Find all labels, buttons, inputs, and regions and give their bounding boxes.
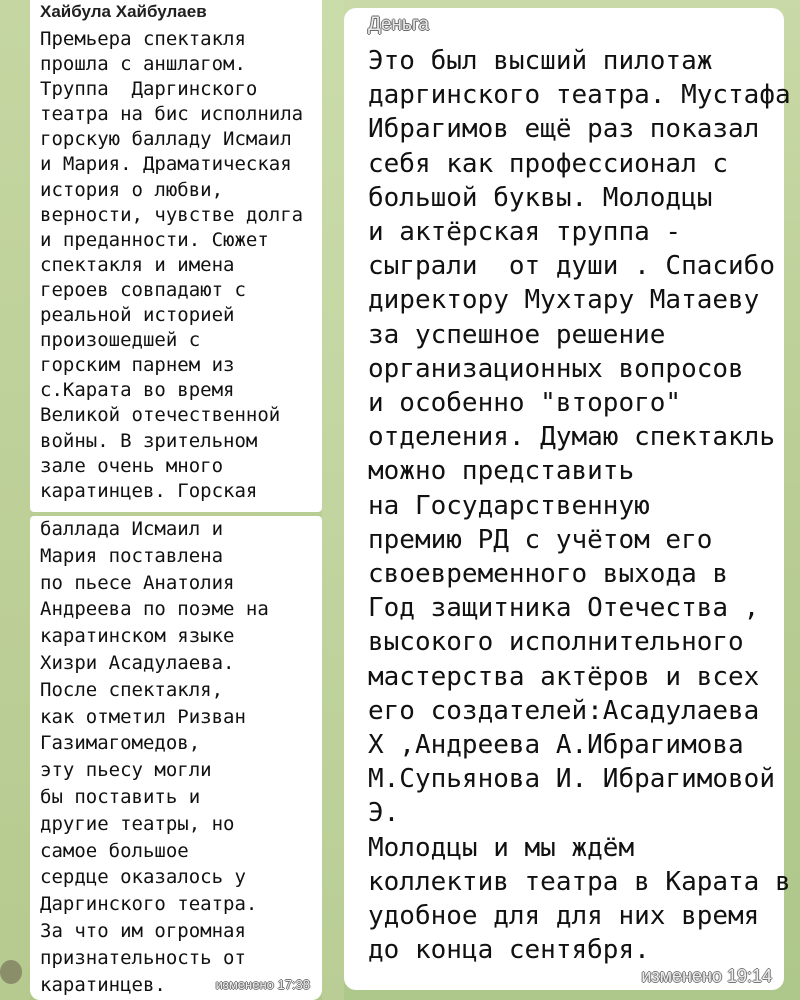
message-line: Андреева по поэме на (40, 598, 269, 621)
message-line: горским парнем из (40, 354, 235, 377)
message-line: самое большое (40, 839, 189, 862)
message-bubble-1-bottom[interactable] (30, 516, 322, 1000)
message-line: отделения. Думаю спектакль (368, 422, 775, 453)
screenshot-separator (322, 0, 344, 1000)
message-line: После спектакля, (40, 678, 224, 701)
message-line: на Государственную (368, 490, 650, 521)
message-line: сыграли от души . Спасибо (368, 251, 775, 282)
message-line: Мария поставлена (40, 544, 224, 567)
chat-background-strip (0, 0, 30, 1000)
message-line: и актёрская труппа - (368, 217, 682, 248)
sender-name[interactable]: Хайбула Хайбулаев (40, 2, 207, 21)
message-line: даргинского театра. Мустафа (368, 80, 791, 111)
message-line: каратинском языке (40, 625, 235, 648)
message-line: сердце оказалось у (40, 866, 246, 889)
message-line: каратинцев. (40, 973, 166, 996)
message-line: Это был высший пилотаж (368, 46, 713, 76)
message-text (368, 44, 791, 967)
edited-timestamp: изменено 19:14 (641, 966, 772, 986)
message-line: и особенно "второго" (368, 388, 682, 419)
message-line: можно представить (368, 456, 635, 487)
message-line: как отметил Ризван (40, 705, 246, 728)
message-line: Год защитника Отечества , (368, 593, 760, 624)
message-line: Хизри Асадулаева. (40, 651, 235, 674)
message-line: бы поставить и (40, 785, 201, 808)
message-bubble-2[interactable] (344, 8, 791, 990)
message-line: его создателей:Асадулаева (368, 695, 760, 726)
edited-timestamp: изменено 17:38 (215, 977, 310, 992)
message-line: удобное для для них время (368, 901, 760, 932)
message-line: М.Супьянова И. Ибрагимовой (368, 764, 775, 795)
message-line: каратинцев. Горская (40, 479, 258, 502)
message-line: баллада Исмаил и (40, 518, 224, 540)
message-line: мастерства актёров и всех (368, 661, 760, 692)
message-line: и преданности. Сюжет (40, 228, 269, 251)
message-line: история о любви, (40, 178, 224, 201)
message-line: до конца сентября. (368, 935, 650, 966)
message-line: организационных вопросов (368, 353, 744, 384)
message-text (40, 516, 269, 998)
message-line: прошла с аншлагом. (40, 53, 246, 76)
message-line: Газимагомедов, (40, 732, 201, 755)
message-line: признательность от (40, 946, 246, 969)
message-line: эту пьесу могли (40, 759, 212, 782)
message-line: Труппа Даргинского (40, 78, 258, 101)
message-line: Х ,Андреева А.Ибрагимова (368, 730, 744, 761)
message-line: себя как профессионал с (368, 148, 729, 179)
message-line: произошедшей с (40, 329, 201, 352)
message-line: Э. (368, 798, 400, 829)
message-line: по пьесе Анатолия (40, 571, 235, 594)
message-line: коллектив театра в Карата в (368, 866, 791, 897)
message-line: героев совпадают с (40, 278, 246, 301)
sender-name[interactable]: Деньга (368, 14, 429, 35)
message-line: спектакля и имена (40, 253, 235, 276)
message-line: с.Карата во время (40, 379, 235, 402)
message-line: Премьера спектакля (40, 28, 246, 50)
message-line: большой буквы. Молодцы (368, 182, 713, 213)
message-line: Даргинского театра. (40, 893, 258, 916)
message-line: театра на бис исполнила (40, 103, 304, 126)
message-line: Молодцы и мы ждём (368, 832, 635, 863)
message-text (40, 27, 303, 504)
message-line: и Мария. Драматическая (40, 153, 292, 176)
message-line: войны. В зрительном (40, 429, 258, 452)
message-line: Великой отечественной (40, 404, 281, 427)
message-line: премию РД с учётом его (368, 524, 713, 555)
message-line: высокого исполнительного (368, 627, 744, 658)
message-line: другие театры, но (40, 812, 235, 835)
message-line: Ибрагимов ещё раз показал (368, 114, 760, 145)
sender-avatar[interactable] (0, 960, 22, 984)
message-line: своевременного выхода в (368, 559, 729, 590)
message-line: верности, чувстве долга (40, 203, 304, 226)
message-bubble-1-top[interactable] (30, 0, 322, 512)
message-line: горскую балладу Исмаил (40, 128, 292, 151)
message-line: реальной историей (40, 304, 235, 327)
message-line: зале очень много (40, 454, 224, 477)
message-line: за успешное решение (368, 319, 666, 350)
message-line: директору Мухтару Матаеву (368, 285, 760, 316)
message-line: За что им огромная (40, 919, 246, 942)
